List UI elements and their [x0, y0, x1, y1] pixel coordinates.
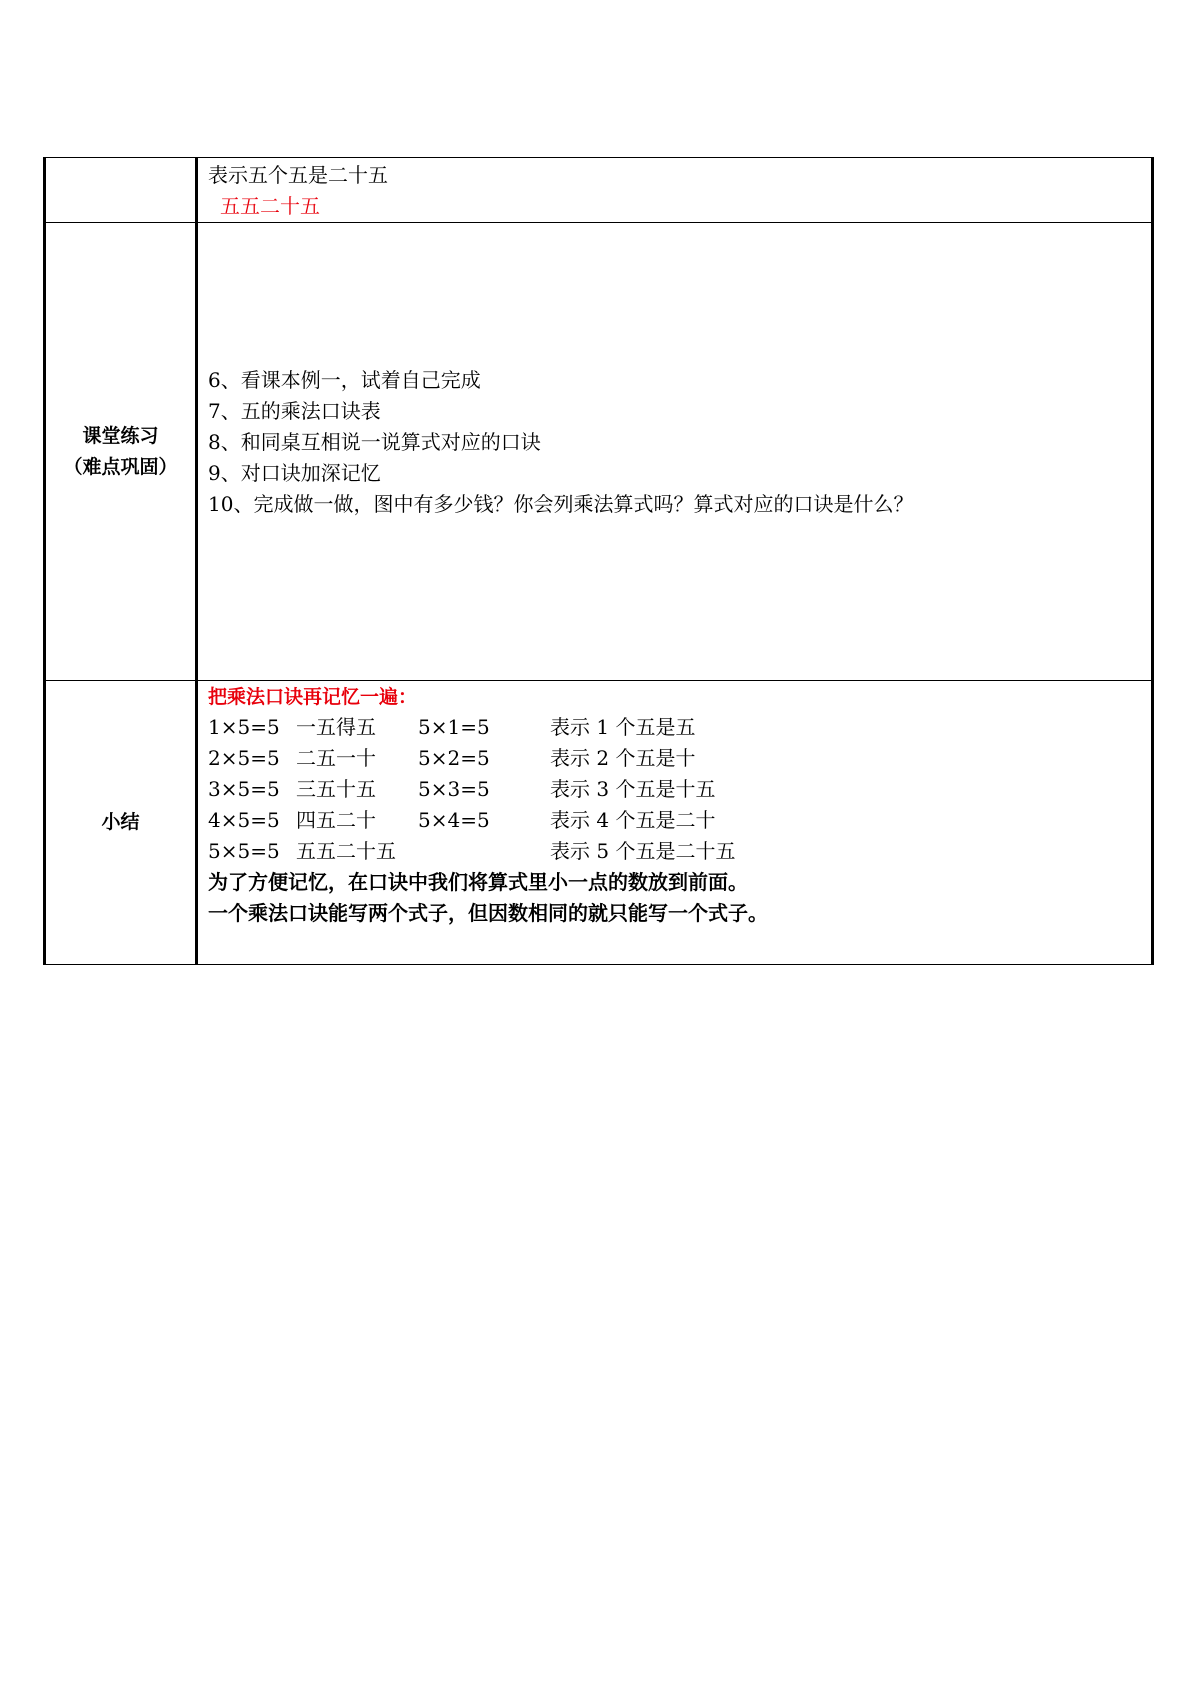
equation: 5×5=5 [208, 839, 280, 863]
meaning: 表示 3 个五是十五 [550, 777, 716, 801]
equation: 1×5=5 [208, 715, 280, 739]
intro-content-cell [197, 158, 1153, 223]
meaning: 表示 1 个五是五 [550, 715, 696, 739]
practice-item: 10、完成做一做，图中有多少钱？你会列乘法算式吗？算式对应的口诀是什么？ [208, 492, 914, 516]
equation-swapped: 5×4=5 [418, 808, 490, 832]
rhyme-row [208, 774, 1151, 805]
rhyme-row [208, 805, 1151, 836]
meaning: 表示 5 个五是二十五 [550, 839, 736, 863]
practice-item: 6、看课本例一，试着自己完成 [208, 368, 481, 392]
summary-label-cell [45, 681, 197, 965]
summary-row [45, 681, 1153, 965]
rhyme: 二五一十 [296, 746, 376, 770]
summary-note-2: 一个乘法口诀能写两个式子，但因数相同的就只能写一个式子。 [208, 901, 768, 925]
rhyme: 五五二十五 [296, 839, 396, 863]
rhyme: 四五二十 [296, 808, 376, 832]
meaning: 表示 4 个五是二十 [550, 808, 716, 832]
intro-line-2: 五五二十五 [220, 194, 320, 218]
summary-note-1: 为了方便记忆，在口诀中我们将算式里小一点的数放到前面。 [208, 870, 748, 894]
rhyme: 三五十五 [296, 777, 376, 801]
lesson-table [43, 157, 1154, 965]
equation-swapped: 5×2=5 [418, 746, 490, 770]
equation: 2×5=5 [208, 746, 280, 770]
practice-item: 8、和同桌互相说一说算式对应的口诀 [208, 430, 541, 454]
practice-row [45, 223, 1153, 681]
summary-label: 小结 [101, 811, 140, 833]
summary-content-cell [197, 681, 1153, 965]
intro-label-cell [45, 158, 197, 223]
rhyme: 一五得五 [296, 715, 376, 739]
equation-swapped [418, 836, 550, 867]
equation-swapped: 5×3=5 [418, 777, 490, 801]
equation: 4×5=5 [208, 808, 280, 832]
rhyme-row [208, 836, 1151, 867]
intro-row [45, 158, 1153, 223]
practice-content-cell [197, 223, 1153, 681]
practice-label-subtitle: （难点巩固） [63, 455, 178, 478]
intro-line-1: 表示五个五是二十五 [208, 163, 388, 187]
practice-label-title: 课堂练习 [82, 424, 159, 447]
summary-heading: 把乘法口诀再记忆一遍： [208, 686, 418, 708]
practice-item: 7、五的乘法口诀表 [208, 399, 381, 423]
equation: 3×5=5 [208, 777, 280, 801]
practice-list [208, 365, 1151, 538]
rhyme-row [208, 712, 1151, 743]
equation-swapped: 5×1=5 [418, 715, 490, 739]
meaning: 表示 2 个五是十 [550, 746, 696, 770]
practice-item: 9、对口诀加深记忆 [208, 461, 381, 485]
practice-label-cell [45, 223, 197, 681]
rhyme-row [208, 743, 1151, 774]
